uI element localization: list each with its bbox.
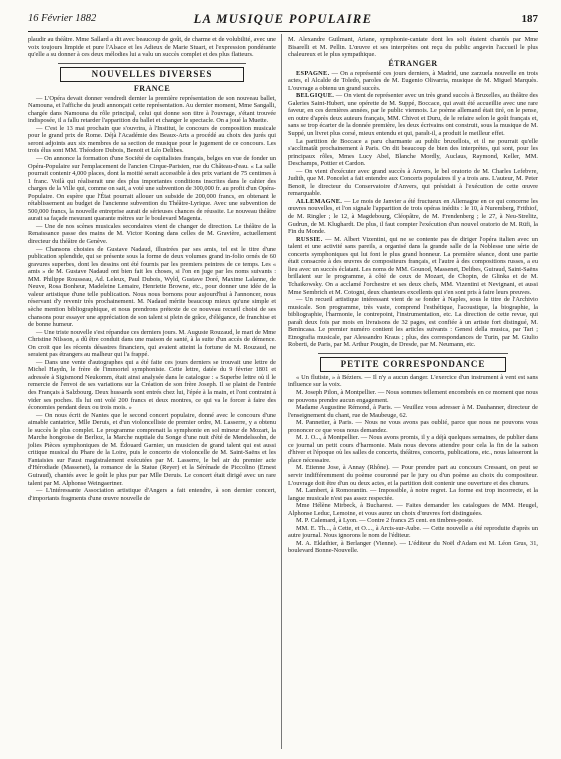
correspondance-entry: M. Pannetier, à Paris. — Nous ne vous avons pas oublié, parce que nous ne pouvons vous prononcer ce que vous nous demandez.: [288, 419, 538, 434]
country-news: [288, 70, 538, 93]
correspondance-entry: M. A. Eklathier, à Berlanger (Vienne). — L'éditeur du Noël d'Adam est M. Léon Grus, 31, boulevard Bonne-Nouvelle.: [288, 539, 538, 555]
correspondance-entry: M. P. Calemard, à Lyon. — Contre 2 francs 25 cent. en timbres-poste.: [296, 517, 474, 525]
correspondance-entry: Madame Augustine Rémond, à Paris. — Veuillez vous adresser à M. Dauhanner, directeur de l'enseignement du chant, rue de Maubeuge, 62.: [288, 404, 538, 419]
country-tag: RUSSIE.: [296, 235, 323, 243]
left-column: [28, 36, 276, 502]
country-news-text: — M. Albert Vizentini, qui ne se contente pas de diriger l'opéra italien avec un talent et une activité sans pareils, a organisé dans la grande salle de la Noblesse une série de concerts symphoniques qui lui font le plus grand honneur. La première séance, dont une partie était consacrée à des œuvres de compositeurs français, et l'autre à des compositions russes, a eu lieu avec un succès éclatant. Les noms de MM. Gounod, Massenet, Delibes, Guiraud, Saint-Saëns brillaient sur le programme, à côté de ceux de Mozart, de Chopin, de Glinka et de M. Tchaikowsky. On a acclamé l'orchestre et ses deux chefs, MM. Vizentini et Nevignani, et aussi Mme Sembrich et M. Cotogni, deux chanteurs excellents qui s'en sont pris à faire leurs preuves.: [288, 235, 539, 296]
news-paragraph: — On nous écrit de Nantes que le second concert populaire, donné avec le concours d'une aimable cantatrice, Mlle Deruis, et d'un violoncelliste de premier ordre, M. Lasserre, y a obtenu le succès le plus complet. Le programme comprenait la symphonie en sol mineur de Mozart, la Marche hongroise de Berlioz, la Marche nuptiale du Songe d'une nuit d'été de Mendelssohn, de jolies Pièces symphoniques de M. Édouard Garnier, un musicien de grand talent qui est aussi critique musical du Phare de la Loire, puis le concerto de violoncelle de M. Saint-Saëns et les Fantaisies sur Faust magistralement exécutées par M. Lasserre, le bel air du premier acte d'Hérodiade (Massenet), la romance de la Statue (Reyer) et la Sérénade de Piccolino (Ernest Guiraud), chantés avec le goût le plus pur par Mlle Deruis. Le concert était dirigé avec un rare talent par M. Alphonse Weingaertner.: [28, 411, 276, 487]
section-title-nouvelles: NOUVELLES DIVERSES: [91, 68, 213, 79]
correspondance-entry: Mme Hélène Mirbeck, à Bucharest. — Faites demander les catalogues de MM. Heugel, Alphonse Leduc, Lemoine, et vous aurez un choix d'œuvres fort distinguées.: [288, 502, 538, 517]
country-news: [288, 198, 538, 236]
news-paragraph: — Une de nos scènes musicales secondaires vient de changer de direction. Le théâtre de la Renaissance passe des mains de M. Victor Koning dans celles de M. Gravière, actuellement directeur du théâtre de Genève.: [28, 222, 276, 246]
country-tag: BELGIQUE.: [296, 92, 335, 100]
country-news-text: — On vient de représenter avec un très grand succès à Bruxelles, au théâtre des Galeries Saint-Hubert, une opérette de M. Suppé, Boccace, qui avait été accueillie avec une rare faveur, en ces dernières années, par le public viennois. Le poème allemand était tiré, on le pense, en outre d'après deux auteurs français, MM. Chivot et Duru, de le refaire selon le goût français et, sans se trop écarter de la donnée première, les deux écrivains ont construit, sous la musique de M. Suppé, un livret plus corsé, mieux entendu et qui, paraît-il, a produit le meilleur effet.: [288, 92, 538, 138]
right-column: [288, 36, 538, 555]
country-news: [288, 296, 538, 349]
correspondance-entry: M. J. O..., à Montpellier. — Nous avons promis, il y a déjà quelques semaines, de publier dans ce journal un petit cours d'harmonie. Mais nous devons attendre pour cela la fin de la saison d'hiver et l'époque où les salles de concerts, théâtres, concerts, publications, etc., nous laisseront la place nécessaire.: [288, 434, 538, 464]
country-news: [288, 236, 538, 296]
article-continuation: M. Alexandre Guilmant, Ariane, symphonie-cantate dont les soli étaient chantés par Mme Bisarelli et M. Pellin. L'œuvre et ses interprètes ont reçu du public angevin l'accueil le plus chaleureux et le plus sympathique.: [288, 36, 538, 59]
news-paragraph: — On annonce la formation d'une Société de capitalistes français, belges en vue de fonder un Opéra-Populaire sur l'emplacement de l'ancien Cirque-Parisien, rue du Château-d'eau. « La salle pourrait contenir 4,000 places, dont la moitié serait accessible à des prix variant de 75 centimes à 1 franc. Voilà qui réaliserait une des plus importantes conditions inscrites dans le cahier des charges de la Ville qui, comme on sait, a voté une subvention de 300,000 fr. au profit d'un Opéra-Populaire. On espère que l'État pourrait allouer un subside de 200,000 francs, en obtenant le rétablissement au budget de l'ancienne subvention du Théâtre-Lyrique. Avec une subvention de 500,000 francs, la nouvelle entreprise aurait de sérieuses chances de réussite. Le nouveau théâtre aurait sa façade mesurant quarante mètres sur le boulevard Magenta.: [28, 155, 276, 223]
country-news-text: — On a représenté ces jours derniers, à Madrid, une zarzuela nouvelle en trois actes, el Alcalde de Toledo, paroles de M. Eugenio Olivarria, musique de M. Miguel Marquès. L'ouvrage a obtenu un grand succès.: [288, 69, 538, 92]
section-title-correspondance: PETITE CORRESPONDANCE: [340, 358, 486, 369]
section-sub-france: FRANCE: [133, 83, 171, 93]
journal-title: LA MUSIQUE POPULAIRE: [193, 12, 373, 26]
section-title-etranger: ÉTRANGER: [388, 58, 438, 68]
country-news-text: — On vient d'exécuter avec grand succès à Anvers, le bel oratorio de M. Charles Lefebvre, Judith, que M. Poncelet a fait entendre aux Concerts populaires il y a trois ans. L'auteur, M. Peter Benoit, le directeur du Conservatoire d'Anvers, qui présidait à l'exécution de cette œuvre remarquable.: [288, 167, 538, 198]
news-paragraph: — Une triste nouvelle s'est répandue ces derniers jours. M. Auguste Rouzaud, le mari de Mme Christine Nilsson, a dû être conduit dans une maison de santé, à la suite d'un accès de démence. On croit que les récents désastres financiers, qui avaient atteint la fortune de M. Rouzaud, ne seraient pas étrangers au malheur qui l'a frappé.: [28, 328, 276, 359]
separator-rule: [318, 353, 508, 354]
separator-rule: [58, 63, 246, 64]
country-news-text: — Le mois de Janvier a été fructueux en Allemagne en ce qui concerne les œuvres nouvelles, et l'on signale l'apparition de trois opéras inédits : le 10, à Nuremberg, Frithiof, de M. Ringler ; le 12, à Magdebourg, Cléopâtre, de M. Frendenberg ; le 27, à Neu-Strelitz, Gudrun, de M. Klughardt. De plus, il faut compter l'exécution d'un nouvel oratorio de M. Rüfi, la Fin du Monde.: [288, 197, 538, 236]
country-news-text: La partition de Boccace a paru charmante au public bruxellois, et il ne pourrait qu'elle s'acclimatât prochainement à Paris. On dit beaucoup de bien des interprètes, qui sont, pour les principaux rôles, Mmes Lucy Abel, Blanche Mordly, Auclaus, Raymond, Keller, MM. Deschamps, Pottier et Cardon.: [288, 137, 538, 168]
page-header: [28, 12, 538, 30]
section-heading-box: [320, 357, 506, 372]
news-paragraph: — L'intéressante Association artistique d'Angers a fait entendre, à son dernier concert, d'importants fragments d'une œuvre nouvelle de: [28, 487, 276, 502]
correspondance-entry: « Un flutiste, » à Béziers. — Il n'y a aucun danger. L'exercice d'un instrument à vent est sans influence sur la voix.: [288, 373, 538, 389]
correspondance-entry: MM. E. Th..., à Cette, et O...., à Arcis-sur-Aube. — Cette nouvelle a été reproduite d'après un autre journal. Nous ignorons le nom de l'éditeur.: [288, 524, 538, 540]
country-news: [288, 138, 538, 168]
section-heading-box: [60, 67, 244, 82]
article-continuation: plaudir au théâtre. Mme Sallard a dit avec beaucoup de goût, de charme et de volubilité, avec une voix toujours limpide et pure l'Alsace et les Adieux de Marie Stuart, et l'expression pondérante qu'elle a su donner à ces deux mélodies lui a valu un succès complet et des plus flatteurs.: [28, 36, 276, 59]
news-paragraph: — C'est le 13 mai prochain que s'ouvrira, à l'Institut, le concours de composition musicale pour le grand prix de Rome. Déjà l'Académie des Beaux-Arts a procédé au choix des jurés qui seront adjoints aux six membres de sa section de musique pour le jugement de ce concours. Les trois élus sont MM. Théodore Dubois, Benoit et Léo Delibes.: [28, 124, 276, 155]
country-tag: ESPAGNE.: [296, 69, 330, 77]
issue-date: 16 Février 1882: [28, 13, 97, 24]
header-rule: [28, 31, 538, 32]
country-news-text: — Un recueil artistique intéressant vient de se fonder à Naples, sous le titre de l'Archivio musicale. Son programme, très vaste, comprend l'esthétique, l'acoustique, la biographie, la bibliographie, l'harmonie, le contrepoint, l'instrumentation, etc. La direction de cette revue, qui paraît deux fois par mois en livraisons de 32 pages, est confiée à un artiste fort distingué, M. Benincasa. Le premier numéro contient les articles suivants : Genesi della musica, par Tari ; Etnografia musicale, par Alessandro Kraus ; plus, des correspondances de Turin, par M. Giulio Roberti, de Paris, par M. Arthur Pougin, de Dresde, par M. Neumann, etc.: [288, 296, 538, 349]
correspondance-entry: M. Joseph Pilon, à Montpellier. — Nous sommes tellement encombrés en ce moment que nous ne pouvons prendre aucun engagement.: [288, 388, 538, 404]
news-paragraph: — Chansons choisies de Gustave Nadaud, illustrées par ses amis, tel est le titre d'une publication splendide, qui se présente sous la forme de deux volumes grand in-folio ornés de 60 gravures superbes, dont les dessins ont été fournis par les premiers peintres de ce temps. Les « amis » de M. Gustave Nadaud ont bien fait les choses, si l'on en juge par les noms suivants : MM. Philippe Rousseau, Ad. Leleux, Paul Dubois, Wyld, Gustave Doré, Maxime Lalanne, de Neuve, Rosa Bonheur, Madeleine Lemaire, Henriette Browne, etc., pour donner une idée de la valeur artistique d'une telle publication. Nous nous bornons pour aujourd'hui à l'annoncer, nous réservant d'y revenir très prochainement. M. Nadaud mérite beaucoup mieux qu'une simple et sèche mention bibliographique, et nous prendrons prétexte de ce nouveau recueil choisi de ses chansons pour essayer une appréciation de son talent si plein de grâce, d'élégance, de franchise et de bonne humeur.: [28, 245, 276, 329]
news-paragraph: — L'Opéra devait donner vendredi dernier la première représentation de son nouveau ballet, Namouna, et l'affiche du jeudi annonçait cette représentation. Au dernier moment, Mme Sangalli, chargée dans Namouna du rôle principal, celui qui donne son titre à l'ouvrage, s'étant trouvée indisposée, il a fallu retarder l'apparition du ballet et changer le spectacle. On a joué la Muette.: [28, 94, 276, 125]
country-tag: ALLEMAGNE.: [296, 197, 343, 205]
country-news: [288, 168, 538, 198]
country-news: [288, 92, 538, 137]
page-number: 187: [521, 13, 538, 25]
correspondance-entry: M. Etienne Jose, à Annay (Rhône). — Pour prendre part au concours Cressant, on peut se servir indifféremment du poème couronné par le jury ou d'un poème au choix du compositeur. L'ouvrage doit être d'un ou deux actes, et la partition doit contenir une ouverture et des chœurs.: [288, 464, 538, 487]
correspondance-entry: M. Lambert, à Romorantin. — Impossible, à notre regret. La forme est trop incorrecte, et la langue musicale n'est pas assez respectée.: [288, 487, 538, 502]
column-divider: [281, 34, 282, 749]
news-paragraph: — Dans une vente d'autographes qui a été faite ces jours derniers se trouvait une lettre de Michel Haydn, le frère de l'immortel symphoniste. Cette lettre, datée du 9 février 1801 et adressée à Sigismond Neukomm, était ainsi analysée dans le catalogue : « Superbe lettre où il le remercie de l'envoi de ses variations sur la Création de son frère Joseph. Il se plaint de l'entrée des Français à Salzbourg. Deux hussards sont entrés chez lui, l'épée à la main, et l'ont contraint à vider ses poches. Ils lui ont volé 200 francs et deux montres, ce qui va le forcer à faire des économies pendant deux ou trois mois. »: [28, 358, 276, 412]
